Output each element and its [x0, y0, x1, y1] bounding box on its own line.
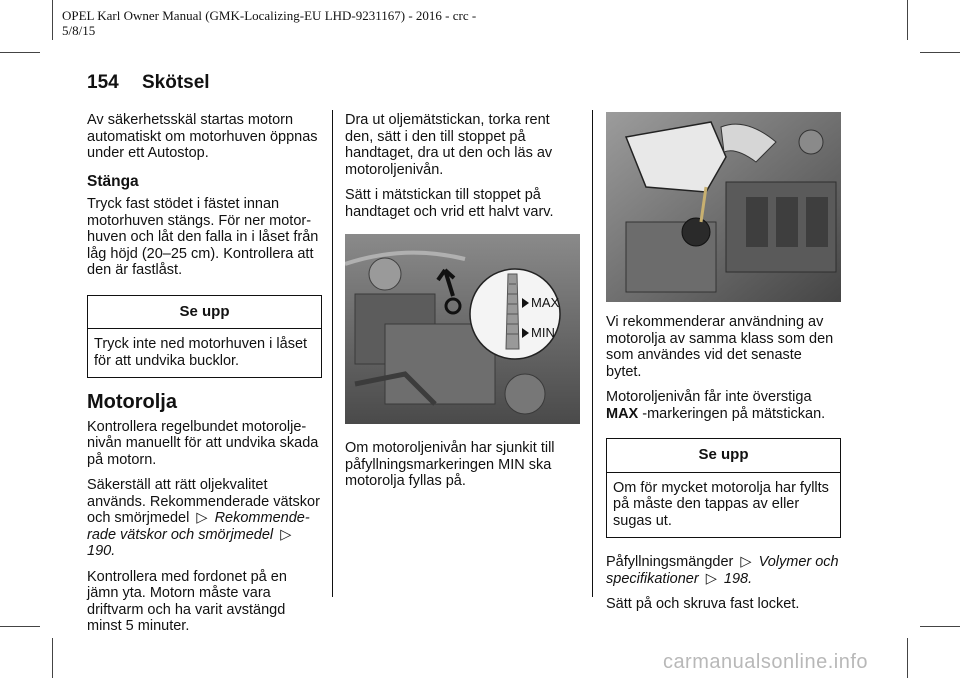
specifications-reference-link[interactable]: Volymer och specifikationer: [606, 554, 839, 587]
column-divider: [592, 110, 593, 597]
column-1: [87, 112, 322, 644]
reference-arrow-icon: ▷: [280, 526, 292, 543]
dipstick-paragraph-1: Dra ut oljemätstickan, torka rent den, sätt i den till stoppet på handtaget, dra ut den och läs av motoroljenivån.: [345, 112, 553, 178]
page-number: 154: [87, 72, 119, 93]
max-label: MAX: [531, 295, 560, 310]
stanga-paragraph: Tryck fast stödet i fästet innan motorhuven stängs. För ner motor-huven och låt den falla in i låset från låg höjd (20–25 cm). Kontrollera att den är fastlåst.: [87, 196, 319, 278]
max-bold: MAX: [606, 405, 639, 422]
reference-arrow-icon: ▷: [740, 554, 752, 570]
max-text-post: -markeringen på mätstickan.: [642, 405, 826, 422]
reference-arrow-icon: ▷: [705, 570, 717, 587]
dipstick-photo: [345, 234, 580, 424]
column-divider: [332, 110, 333, 597]
specifications-page-ref[interactable]: 198.: [723, 570, 753, 587]
p2-text: Säkerställ att rätt oljekvalitet används. Rekommenderade vätskor och smörjmedel: [87, 477, 320, 526]
column-2: [345, 112, 580, 499]
fluids-reference-link[interactable]: Rekommende-rade vätskor och smörjmedel: [87, 510, 310, 543]
crop-mark: [0, 626, 40, 627]
meta-line-1: OPEL Karl Owner Manual (GMK-Localizing-EU LHD-9231167) - 2016 - crc -: [62, 8, 477, 23]
caution-text: Om för mycket motorolja har fyllts på måste den tappas av eller sugas ut.: [613, 479, 829, 529]
crop-mark: [907, 0, 908, 40]
motorolja-heading: Motorolja: [87, 391, 177, 413]
min-level-paragraph: Om motoroljenivån har sjunkit till påfyllningsmarkeringen MIN ska motorolja fyllas på.: [345, 440, 555, 489]
max-text-pre: Motoroljenivån får inte överstiga: [606, 389, 812, 405]
crop-mark: [0, 52, 40, 53]
crop-mark: [52, 638, 53, 678]
crop-mark: [920, 626, 960, 627]
crop-mark: [52, 0, 53, 40]
stanga-heading: Stänga: [87, 172, 139, 190]
crop-mark: [920, 52, 960, 53]
motorolja-paragraph-3: Kontrollera med fordonet på en jämn yta. Motorn måste vara driftvarm och ha varit avstängd minst 5 minuter.: [87, 568, 287, 634]
crop-mark: [907, 638, 908, 678]
caution-title: Se upp: [607, 439, 840, 473]
oil-class-paragraph: Vi rekommenderar användning av motorolja av samma klass som den som användes vid det senaste bytet.: [606, 314, 834, 380]
fill-volumes-paragraph: [606, 554, 841, 587]
oil-filling-photo: [606, 112, 841, 302]
cap-paragraph: Sätt på och skruva fast locket.: [606, 596, 800, 612]
caution-box: [87, 295, 322, 379]
page-heading: [87, 72, 210, 94]
dipstick-paragraph-2: Sätt i mätstickan till stoppet på handtaget och vrid ett halvt varv.: [345, 187, 554, 220]
intro-paragraph: Av säkerhetsskäl startas motorn automatiskt om motorhuven öppnas under ett Autostop.: [87, 112, 318, 161]
caution-title: Se upp: [88, 296, 321, 330]
document-meta: [62, 8, 532, 38]
motorolja-paragraph-1: Kontrollera regelbundet motorolje-nivån manuellt för att undvika skada på motorn.: [87, 418, 319, 468]
caution-text: Tryck inte ned motorhuven i låset för att undvika bucklor.: [94, 336, 308, 369]
meta-line-2: 5/8/15: [62, 23, 96, 38]
reference-arrow-icon: ▷: [196, 510, 208, 526]
max-level-paragraph: [606, 389, 841, 422]
fluids-page-ref[interactable]: 190.: [87, 543, 116, 559]
caution-box-2: [606, 438, 841, 538]
watermark: carmanualsonline.info: [662, 651, 868, 673]
section-title: Skötsel: [141, 72, 210, 93]
column-3: [606, 112, 841, 622]
min-label: MIN: [531, 325, 555, 340]
fill-volumes-text: Påfyllningsmängder: [606, 554, 734, 570]
motorolja-paragraph-2: [87, 477, 322, 560]
